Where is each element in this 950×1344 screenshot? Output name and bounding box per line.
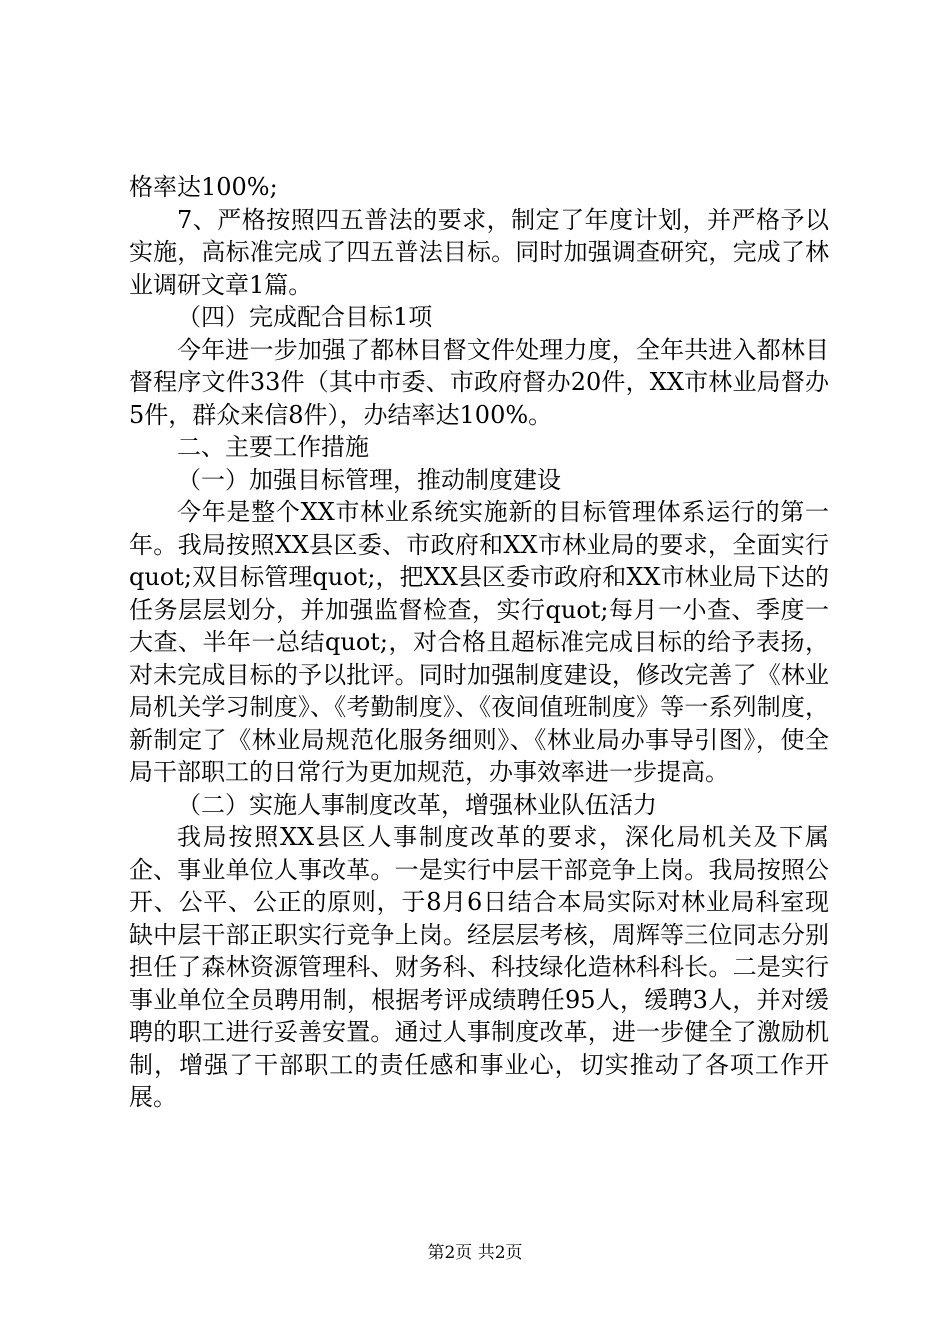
section-heading: （二）实施人事制度改革，增强林业队伍活力 xyxy=(177,790,657,819)
section-heading: （一）加强目标管理，推动制度建设 xyxy=(177,465,561,494)
paragraph: 今年是整个XX市林业系统实施新的目标管理体系运行的第一年。我局按照XX县区委、市政府和XX市林业局的要求，全面实行quot;双目标管理quot;，把XX县区委市政府和XX市林业局下达的任务层层划分，并加强监督检查，实行quot;每月一小查、季度一大查、半年一总结quot;，对合格且超标准完成目标的给予表扬，对未完成目标的予以批评。同时加强制度建设，修改完善了《林业局机关学习制度》、《考勤制度》、《夜间值班制度》等一系列制度，新制定了《林业局规范化服务细则》、《林业局办事导引图》，使全局干部职工的日常行为更加规范，办事效率进一步提高。 xyxy=(129,498,829,786)
section-heading: 二、主要工作措施 xyxy=(177,433,369,461)
document-body xyxy=(129,171,829,1114)
paragraph: 我局按照XX县区人事制度改革的要求，深化局机关及下属企、事业单位人事改革。一是实行中层干部竞争上岗。我局按照公开、公平、公正的原则，于8月6日结合本局实际对林业局科室现缺中层干部正职实行竞争上岗。经层层考核，周辉等三位同志分别担任了森林资源管理科、财务科、科技绿化造林科科长。二是实行事业单位全员聘用制，根据考评成绩聘任95人，缓聘3人，并对缓聘的职工进行妥善安置。通过人事制度改革，进一步健全了激励机制，增强了干部职工的责任感和事业心，切实推动了各项工作开展。 xyxy=(129,823,829,1111)
paragraph: 格率达100%; xyxy=(129,173,278,201)
paragraph: 7、严格按照四五普法的要求，制定了年度计划，并严格予以实施，高标准完成了四五普法目标。同时加强调查研究，完成了林业调研文章1篇。 xyxy=(129,205,829,299)
section-heading: （四）完成配合目标1项 xyxy=(177,303,433,331)
page-number: 第2页 共2页 xyxy=(427,1243,523,1263)
page-footer xyxy=(0,1242,950,1264)
paragraph: 今年进一步加强了都林目督文件处理力度，全年共进入都林目督程序文件33件（其中市委、市政府督办20件，XX市林业局督办5件，群众来信8件），办结率达100%。 xyxy=(129,335,829,429)
